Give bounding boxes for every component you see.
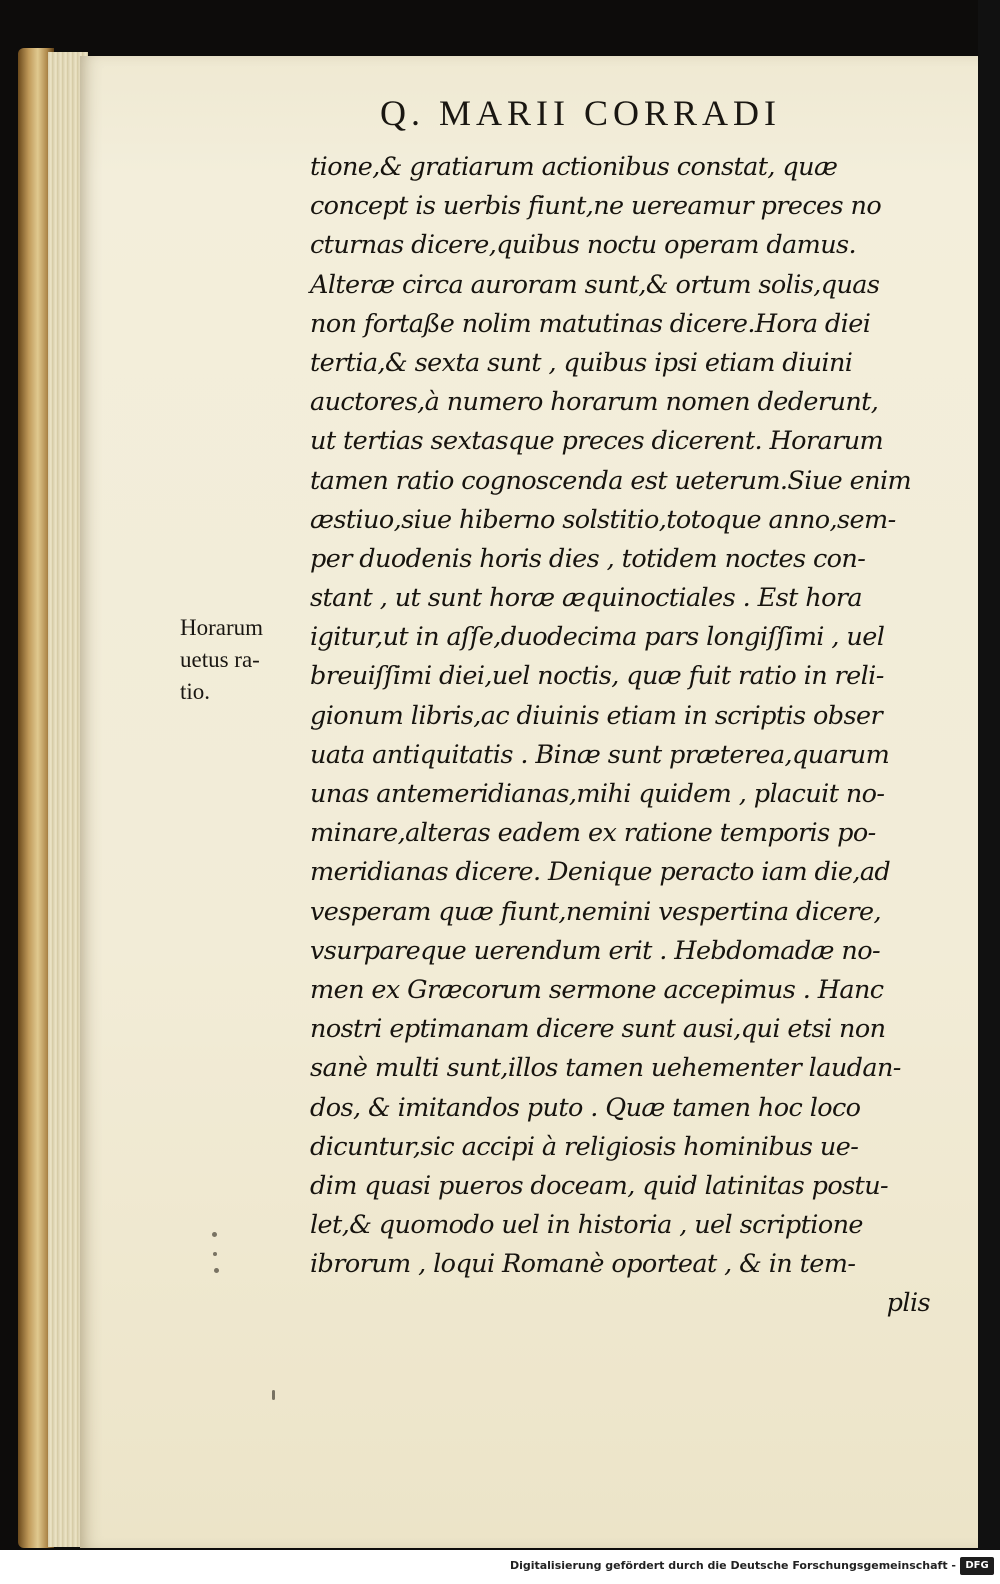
catchword: plis bbox=[886, 1288, 930, 1319]
text-line: let,& quomodo uel in historia , uel scriptione bbox=[310, 1210, 863, 1241]
digitization-footer bbox=[0, 1550, 1000, 1584]
funding-credit: Digitalisierung gefördert durch die Deutsche Forschungsgemeinschaft - bbox=[509, 1559, 956, 1572]
text-line: ibrorum , loqui Romanè oporteat , & in tem- bbox=[310, 1249, 856, 1280]
text-line: dos, & imitandos puto . Quæ tamen hoc loco bbox=[310, 1092, 861, 1123]
ink-spot bbox=[214, 1268, 219, 1273]
text-line: nostri eptimanam dicere sunt ausi,qui etsi non bbox=[310, 1014, 886, 1045]
text-line: cturnas dicere,quibus noctu operam damus. bbox=[310, 230, 857, 261]
text-line: tione,& gratiarum actionibus constat, quæ bbox=[310, 152, 838, 182]
margin-note-line: tio. bbox=[180, 679, 211, 704]
text-line: minare,alteras eadem ex ratione temporis po- bbox=[310, 818, 876, 849]
text-line: dicuntur,sic accipi à religiosis hominibus ue- bbox=[310, 1131, 859, 1162]
text-line: vesperam quæ fiunt,nemini vespertina dicere, bbox=[310, 896, 881, 927]
text-line: vsurpareque uerendum erit . Hebdomadæ no- bbox=[310, 935, 881, 966]
text-line: stant , ut sunt horæ æquinoctiales . Est hora bbox=[310, 583, 863, 614]
text-line: dim quasi pueros doceam, quid latinitas postu- bbox=[310, 1170, 889, 1201]
margin-note bbox=[180, 612, 310, 708]
text-line: uata antiquitatis . Binæ sunt præterea,quarum bbox=[310, 739, 890, 770]
text-line: gionum libris,ac diuinis etiam in scriptis obser bbox=[310, 700, 883, 731]
show-through-text bbox=[196, 712, 306, 832]
ink-spot bbox=[213, 1252, 217, 1256]
text-line: ut tertias sextasque preces dicerent. Horarum bbox=[310, 426, 884, 457]
margin-note-line: uetus ra- bbox=[180, 647, 260, 672]
text-line: æstiuo,siue hiberno solstitio,totoque anno,sem- bbox=[310, 504, 896, 535]
dfg-logo: DFG bbox=[960, 1557, 994, 1575]
text-line: sanè multi sunt,illos tamen uehementer laudan- bbox=[310, 1053, 901, 1084]
text-line: non fortaße nolim matutinas dicere.Hora diei bbox=[310, 308, 871, 339]
text-line: Alteræ circa auroram sunt,& ortum solis,quas bbox=[310, 269, 880, 300]
text-line: breuiſſimi diei,uel noctis, quæ fuit ratio in reli- bbox=[310, 661, 884, 692]
body-text bbox=[310, 148, 970, 1324]
margin-note-line: Horarum bbox=[180, 615, 264, 640]
text-line: igitur,ut in aſſe,duodecima pars longiſſimi , uel bbox=[310, 622, 885, 653]
text-line: auctores,à numero horarum nomen dederunt, bbox=[310, 387, 879, 418]
text-line: tertia,& sexta sunt , quibus ipsi etiam diuini bbox=[310, 347, 853, 378]
ink-spot bbox=[272, 1390, 275, 1400]
text-line: tamen ratio cognoscenda est ueterum.Siue enim bbox=[310, 465, 912, 496]
right-gutter bbox=[978, 0, 1000, 1550]
text-line: meridianas dicere. Denique peracto iam die,ad bbox=[310, 857, 891, 888]
ink-spot bbox=[212, 1232, 217, 1237]
text-line: men ex Græcorum sermone accepimus . Hanc bbox=[310, 974, 884, 1005]
text-line: concept is uerbis fiunt,ne uereamur preces no bbox=[310, 191, 882, 222]
text-line: unas antemeridianas,mihi quidem , placuit no- bbox=[310, 779, 885, 809]
text-line: per duodenis horis dies , totidem noctes con- bbox=[310, 543, 866, 574]
running-header: Q. MARII CORRADI bbox=[380, 93, 782, 133]
